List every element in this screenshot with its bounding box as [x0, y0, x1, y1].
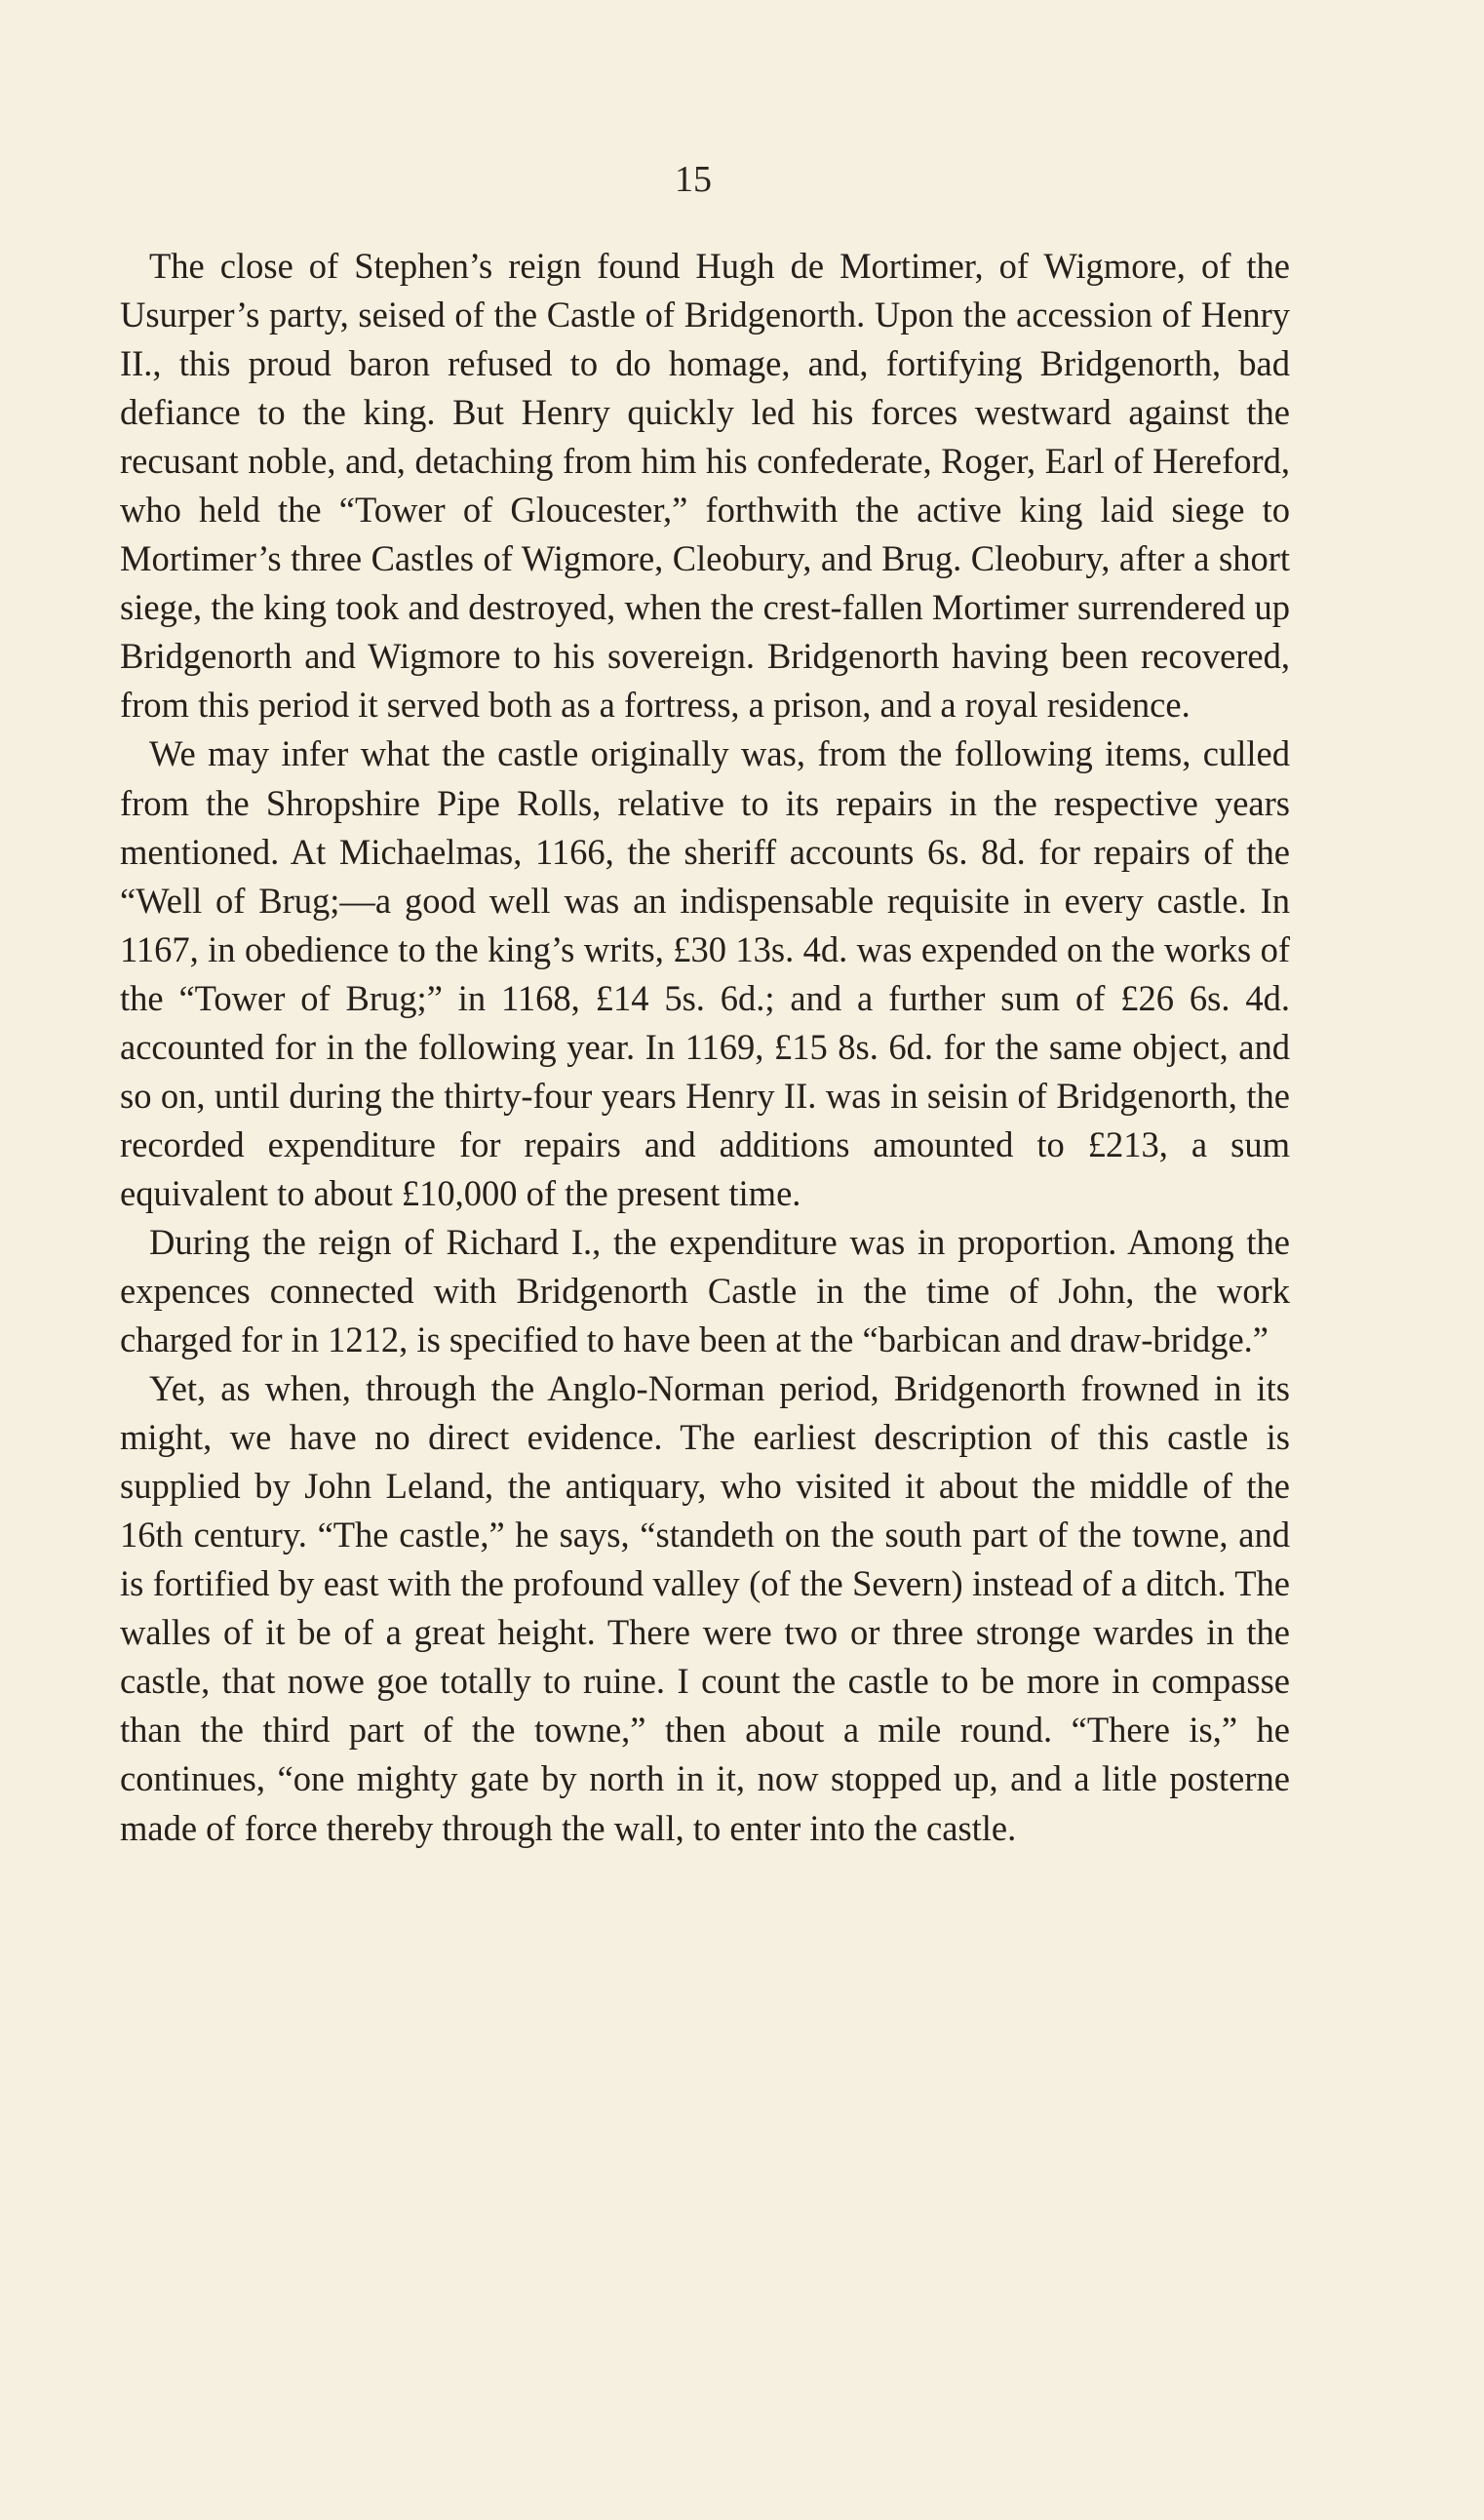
paragraph-richard-john: During the reign of Richard I., the expenditure was in proportion. Among the expences connected with Bridgenorth Castle in the time of John, the work charged for in 1212, is specified to have been at the “barbican and draw-bridge.” [120, 1221, 1290, 1360]
paragraph-stephens-reign: The close of Stephen’s reign found Hugh de Mortimer, of Wigmore, of the Usurper’s party, seised of the Castle of Bridgenorth. Upon the accession of Henry II., this proud baron refused to do homage, and, fortifying Bridgenorth, bad defiance to the king. But Henry quickly led his forces westward against the recusant noble, and, detaching from him his confederate, Roger, Earl of Hereford, who held the “Tower of Gloucester,” forthwith the active king laid siege to Mortimer’s three Castles of Wigmore, Cleobury, and Brug. Cleobury, after a short siege, the king took and destroyed, when the crest-fallen Mortimer surrendered up Bridgenorth and Wigmore to his sovereign. Bridgenorth having been recovered, from this period it served both as a fortress, a prison, and a royal residence. [120, 246, 1290, 726]
paragraph-leland-description: Yet, as when, through the Anglo-Norman period, Bridgenorth frowned in its might, we have no direct evidence. The earliest description of this castle is supplied by John Leland, the antiquary, who visited it about the middle of the 16th century. “The castle,” he says, “standeth on the south part of the towne, and is fortified by east with the profound valley (of the Severn) instead of a ditch. The walles of it be of a great height. There were two or three stronge wardes in the castle, that nowe goe totally to ruine. I count the castle to be more in compasse than the third part of the towne,” then about a mile round. “There is,” he continues, “one mighty gate by north in it, now stopped up, and a litle posterne made of force thereby through the wall, to enter into the castle. [120, 1368, 1290, 1848]
paragraph-pipe-rolls: We may infer what the castle originally was, from the following items, culled from the Shropshire Pipe Rolls, relative to its repairs in the respective years mentioned. At Michaelmas, 1166, the sheriff accounts 6s. 8d. for repairs of the “Well of Brug;—a good well was an indispensable requisite in every castle. In 1167, in obedience to the king’s writs, £30 13s. 4d. was expended on the works of the “Tower of Brug;” in 1168, £14 5s. 6d.; and a further sum of £26 6s. 4d. accounted for in the following year. In 1169, £15 8s. 6d. for the same object, and so on, until during the thirty-four years Henry II. was in seisin of Bridgenorth, the recorded expenditure for repairs and additions amounted to £213, a sum equivalent to about £10,000 of the present time. [120, 733, 1290, 1213]
page-number: 15 [675, 159, 712, 200]
body-text [120, 242, 1290, 1853]
